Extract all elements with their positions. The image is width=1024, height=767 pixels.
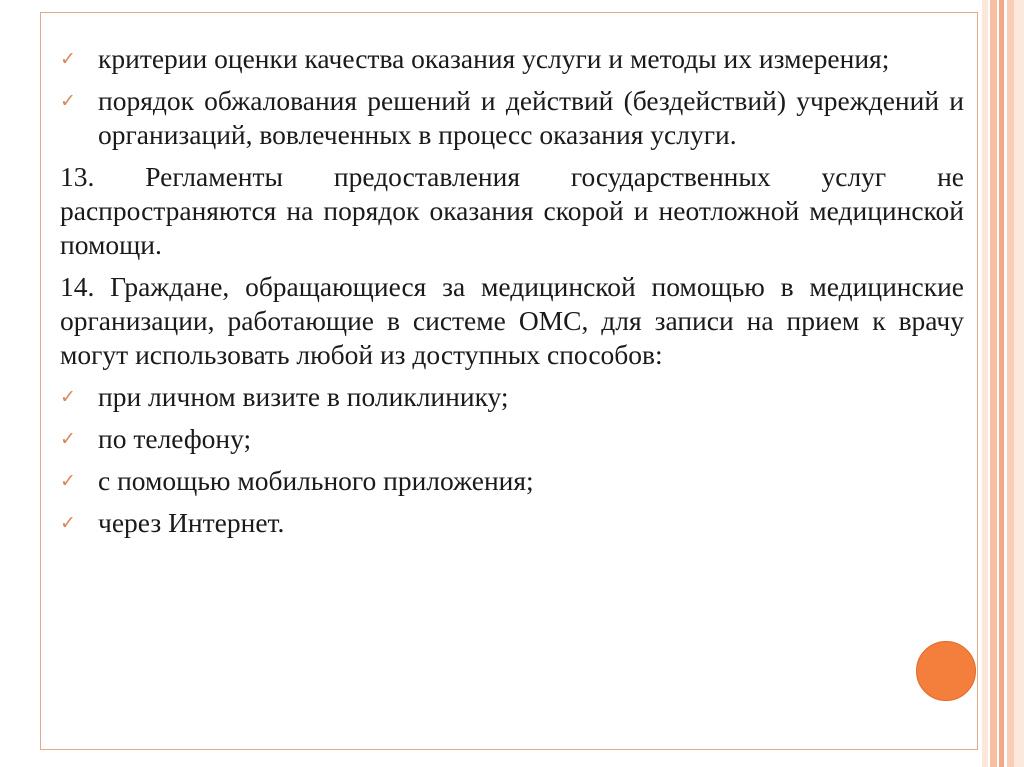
- checkmark-icon: ✓: [60, 48, 76, 70]
- bullet-text: порядок обжалования решений и действий (бездействий) учреждений и организаций, вовлеченных в процесс оказания услуги.: [98, 85, 964, 150]
- list-item: [60, 422, 964, 456]
- bullet-text: с помощью мобильного приложения;: [98, 465, 534, 496]
- slide-content: [60, 42, 964, 548]
- list-item: [60, 84, 964, 152]
- checkmark-icon: ✓: [60, 512, 76, 534]
- bullet-text: критерии оценки качества оказания услуги и методы их измерения;: [98, 43, 890, 74]
- paragraph-14: 14. Граждане, обращающиеся за медицинской помощью в медицинские организации, работающие в системе ОМС, для записи на прием к врачу могут использовать любой из доступных способов:: [60, 271, 964, 370]
- checkmark-icon: ✓: [60, 386, 76, 408]
- checkmark-icon: ✓: [60, 428, 76, 450]
- decorative-stripes: [982, 0, 1024, 767]
- checkmark-icon: ✓: [60, 90, 76, 112]
- decorative-orange-circle: [916, 641, 976, 701]
- bullet-text: при личном визите в поликлинику;: [98, 381, 509, 412]
- bullet-text: по телефону;: [98, 423, 252, 454]
- list-item: [60, 42, 964, 76]
- checkmark-icon: ✓: [60, 470, 76, 492]
- paragraph-13: 13. Регламенты предоставления государственных услуг не распространяются на порядок оказания скорой и неотложной медицинской помощи.: [60, 161, 964, 260]
- bullet-text: через Интернет.: [98, 507, 285, 538]
- list-item: [60, 464, 964, 498]
- list-item: [60, 380, 964, 414]
- list-item: [60, 506, 964, 540]
